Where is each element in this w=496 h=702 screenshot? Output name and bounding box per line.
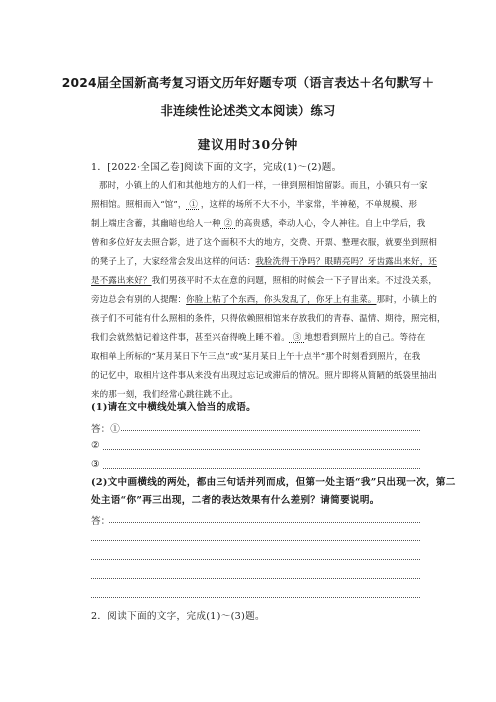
question-1-header: 1．[2022·全国乙卷]阅读下面的文字，完成(1)～(2)题。: [91, 162, 342, 173]
passage-line: [91, 295, 438, 305]
passage-text: 孩子们不可能有什么照相的条件，只得依赖照相馆来存放我们的青春、温情、期待，照完相，: [91, 314, 446, 324]
fill-blank: ②: [220, 219, 236, 229]
passage-text: 的记忆中，取相片这件事从来没有出现过忘记或滞后的情况。照片即将从简陋的纸袋里抽出: [91, 371, 438, 381]
part-2-prompt-line-2: 处主语“你”再三出现，二者的表达效果有什么差别？请简要说明。: [91, 495, 380, 506]
passage-line: [91, 390, 417, 400]
answer-row-2: [91, 440, 420, 452]
answer-line: [91, 578, 420, 579]
passage-text: 制上端庄含蓄，其幽暗也给人一种: [91, 219, 221, 229]
answer-line: [91, 597, 420, 598]
passage-text: 的高贵感，牵动人心，令人神往。自上中学后，我: [235, 219, 426, 229]
answer-label: 答：①: [91, 424, 120, 435]
passage-line: [91, 333, 426, 343]
part-2-prompt-line-1: (2)文中画横线的两处，都由三句话并列而成，但第一处主语“我”只出现一次，第二: [91, 477, 456, 488]
answer-row-3: [91, 459, 420, 471]
passage-text: 我们男孩平时不太在意的问题，照相的时候会一下子冒出来。不过没关系，: [151, 276, 438, 286]
time-limit-heading: 建议用时30分钟: [197, 137, 299, 152]
answer-label: 答：: [91, 516, 111, 527]
document-title-line-2: 非连续性论述类文本阅读）练习: [160, 104, 336, 118]
part-1-prompt: (1)请在文中横线处填入恰当的成语。: [91, 402, 257, 413]
fill-blank: ③: [289, 333, 305, 343]
passage-text: 来的那一刻，我们经常心跳往跳不止。: [91, 390, 239, 400]
passage-line: [99, 181, 428, 191]
passage-line: [91, 371, 438, 381]
answer-line: [103, 468, 420, 469]
passage-line: [91, 238, 438, 248]
passage-line: [91, 276, 438, 286]
answer-line: [109, 522, 420, 523]
passage-line: [91, 257, 438, 267]
answer-line: [91, 540, 420, 541]
underlined-sentence: 是不露出来好？: [91, 276, 152, 286]
passage-text: 取相单上所标的“某月某日下午三点”或“某月某日上午十点半”那个时刻看到照片，在我: [91, 352, 421, 362]
answer-row-4: [91, 513, 420, 525]
passage-line: [91, 200, 417, 210]
passage-line: [91, 219, 426, 229]
passage-text: 那时，小镇上的人们和其他地方的人们一样，一律到照相馆留影。而且，小镇只有一家: [99, 181, 428, 191]
document-title-line-1: 2024届全国新高考复习语文历年好题专项（语言表达＋名句默写＋: [61, 76, 435, 90]
underlined-sentence: 你脸上粘了个东西，你头发乱了，你牙上有韭菜。: [186, 295, 377, 305]
passage-text: 地想看到照片上的自己。等待在: [304, 333, 426, 343]
passage-text: 我们会就然惦记着这件事，甚至兴奋得晚上睡不着。: [91, 333, 290, 343]
question-2-header: 2．阅读下面的文字，完成(1)～(3)题。: [91, 611, 265, 622]
answer-marker: ③: [91, 459, 100, 470]
passage-text: ，这样的场所不大不小，半家常，半神秘，不单规模、形: [200, 200, 418, 210]
answer-row-1: [91, 421, 420, 433]
underlined-sentence: 我脸洗得干净吗？眼睛亮吗？牙齿露出来好，还: [255, 257, 438, 267]
answer-line: [91, 559, 420, 560]
passage-text: 那时，小镇上的: [376, 295, 438, 305]
passage-text: 旁边总会有别的人提醒：: [91, 295, 187, 305]
passage-line: [91, 314, 446, 324]
answer-line: [121, 430, 420, 431]
passage-line: [91, 352, 421, 362]
answer-line: [103, 449, 420, 450]
passage-text: 的凳子上了，大家经常会发出这样的问话：: [91, 257, 256, 267]
answer-marker: ②: [91, 440, 100, 451]
passage-text: 照相馆。照相而入“馆”，: [91, 200, 187, 210]
passage-text: 曾和多位好友去照合影，进了这个面积不大的地方，交费、开票、整理衣服，就要坐到照相: [91, 238, 438, 248]
fill-blank: ①: [186, 200, 201, 210]
